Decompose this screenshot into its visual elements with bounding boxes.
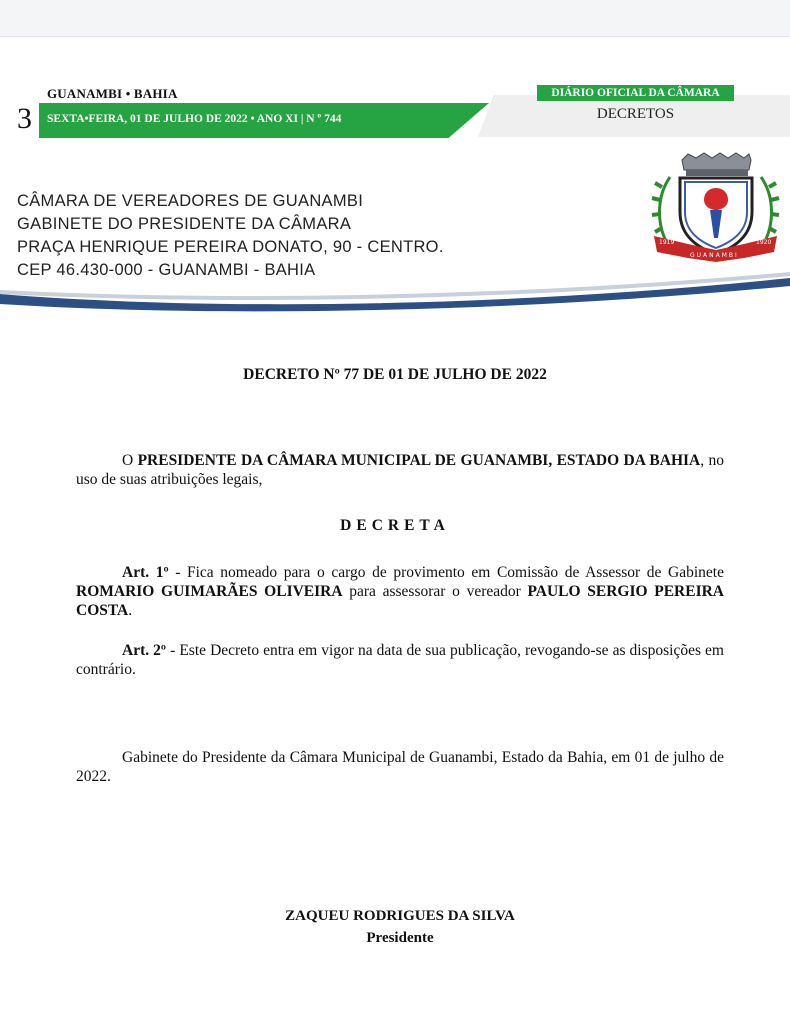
closing-text: Gabinete do Presidente da Câmara Municipal de Guanambi, Estado da Bahia, em 01 de julho de 2022. [76,749,724,785]
closing-paragraph [76,748,724,786]
coat-of-arms-logo [648,152,783,268]
crest-year-left: 1919 [659,239,675,246]
header-divider-swoosh [0,268,790,318]
preamble-authority: PRESIDENTE DA CÂMARA MUNICIPAL DE GUANAMBI, ESTADO DA BAHIA [137,452,701,469]
preamble-paragraph [76,451,724,489]
article-2 [76,641,724,679]
councilor-name: PAULO SERGIO PEREIRA COSTA [76,583,724,619]
appointee-name: ROMARIO GUIMARÃES OLIVEIRA [76,583,343,600]
org-line-2: GABINETE DO PRESIDENTE DA CÂMARA [17,215,352,233]
org-line-3: PRAÇA HENRIQUE PEREIRA DONATO, 90 - CENTRO. [17,238,444,256]
page-number: 3 [17,102,32,135]
article-1-text-1: - Fica nomeado para o cargo de provimento em Comissão de Assessor de Gabinete [168,564,724,581]
article-1-label: Art. 1º [122,564,169,581]
article-2-text: - Este Decreto entra em vigor na data de sua publicação, revogando-se as disposições em contrário. [76,642,724,678]
signatory-role: Presidente [366,930,434,946]
crest-banner-text: GUANAMBI [690,252,739,259]
crest-year-right: 1920 [756,239,772,246]
org-line-1: CÂMARA DE VEREADORES DE GUANAMBI [17,192,364,210]
preamble-lead: O [122,452,138,469]
section-title: DECRETOS [596,106,675,122]
article-1-text-3: . [128,602,133,619]
article-2-label: Art. 2º [122,642,167,659]
preamble-rest: , no uso de suas atribuições legais, [76,452,724,488]
browser-top-bar [0,0,790,37]
signatory-name: ZAQUEU RODRIGUES DA SILVA [285,908,515,924]
decree-title: DECRETO Nº 77 DE 01 DE JULHO DE 2022 [243,366,547,383]
decreta-heading: DECRETA [340,517,450,534]
article-1-text-2: para assessorar o vereador [342,583,528,600]
date-line: SEXTA•FEIRA, 01 DE JULHO DE 2022 • ANO XI | N º 744 [47,113,342,125]
org-line-4: CEP 46.430-000 - GUANAMBI - BAHIA [17,261,316,279]
city-label: GUANAMBI • BAHIA [47,86,178,101]
article-1 [76,563,724,620]
diario-oficial-label: DIÁRIO OFICIAL DA CÂMARA [537,85,734,101]
